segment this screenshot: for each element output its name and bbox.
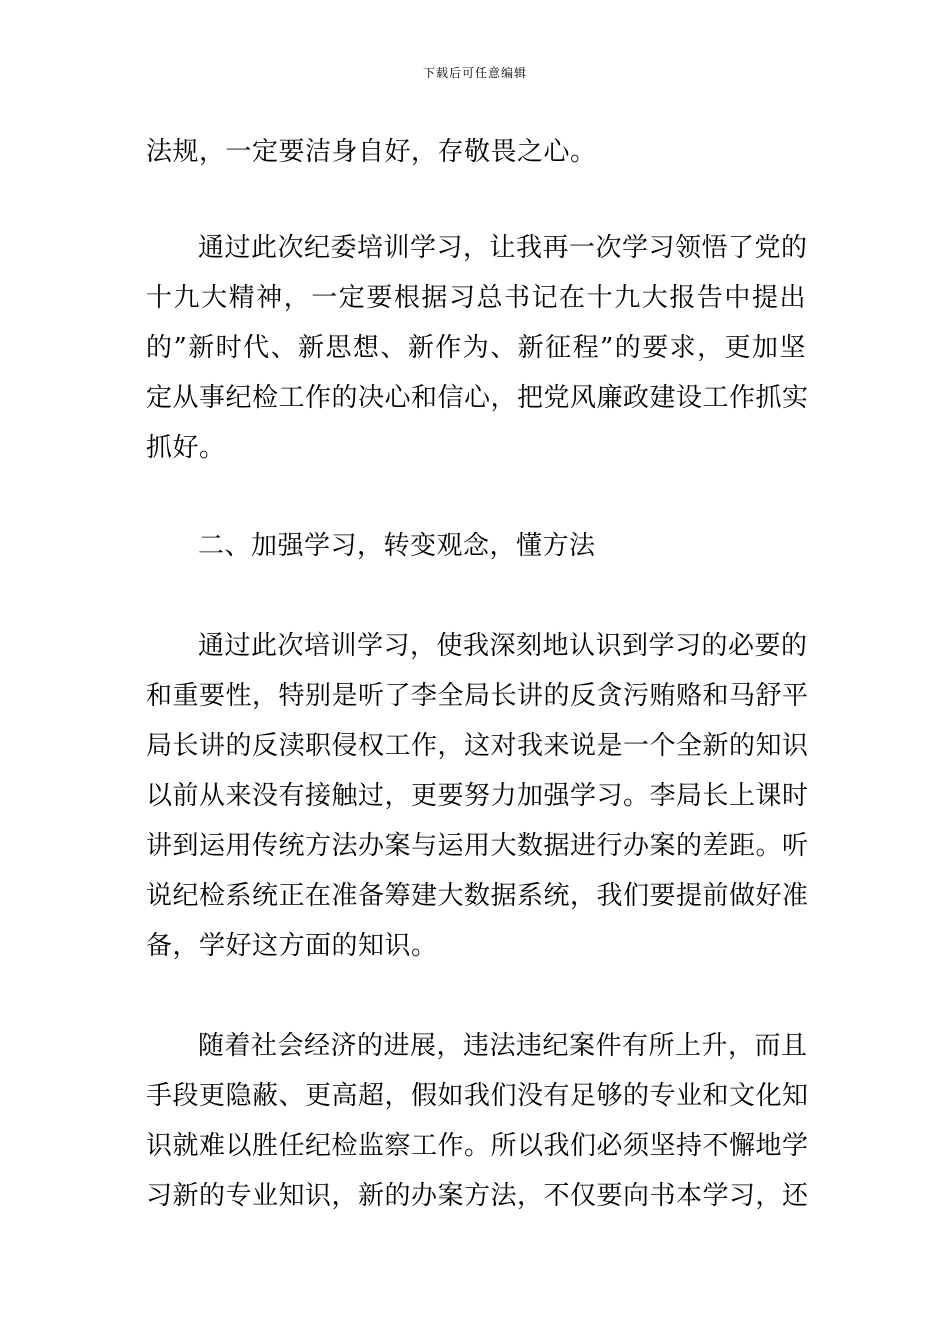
- paragraph-line: 识就难以胜任纪检监察工作。所以我们必须坚持不懈地学: [146, 1131, 809, 1161]
- header-note: 下载后可任意编辑: [422, 66, 527, 80]
- paragraph-line: 法规，一定要洁身自好，存敬畏之心。: [146, 137, 597, 167]
- paragraph-line: 的”新时代、新思想、新作为、新征程”的要求，更加坚: [146, 333, 806, 363]
- paragraph-line: 抓好。: [146, 433, 226, 463]
- paragraph-line: 随着社会经济的进展，违法违纪案件有所上升，而且: [198, 1031, 808, 1061]
- paragraph-line: 讲到运用传统方法办案与运用大数据进行办案的差距。听: [146, 831, 809, 861]
- section-heading: 二、加强学习，转变观念，懂方法: [198, 531, 596, 561]
- paragraph-line: 通过此次纪委培训学习，让我再一次学习领悟了党的: [198, 233, 808, 263]
- paragraph-line: 备，学好这方面的知识。: [146, 931, 438, 961]
- paragraph-line: 说纪检系统正在准备筹建大数据系统，我们要提前做好准: [146, 881, 809, 911]
- paragraph-line: 手段更隐蔽、更高超，假如我们没有足够的专业和文化知: [146, 1081, 809, 1111]
- paragraph-line: 和重要性，特别是听了李全局长讲的反贪污贿赂和马舒平: [146, 681, 809, 711]
- paragraph-line: 局长讲的反渎职侵权工作，这对我来说是一个全新的知识: [146, 731, 809, 761]
- paragraph-line: 习新的专业知识，新的办案方法，不仅要向书本学习，还: [146, 1181, 809, 1211]
- paragraph-line: 十九大精神，一定要根据习总书记在十九大报告中提出: [146, 283, 806, 313]
- paragraph-line: 通过此次培训学习，使我深刻地认识到学习的必要的: [198, 631, 808, 661]
- paragraph-line: 定从事纪检工作的决心和信心，把党风廉政建设工作抓实: [146, 383, 809, 413]
- paragraph-line: 以前从来没有接触过，更要努力加强学习。李局长上课时: [146, 781, 809, 811]
